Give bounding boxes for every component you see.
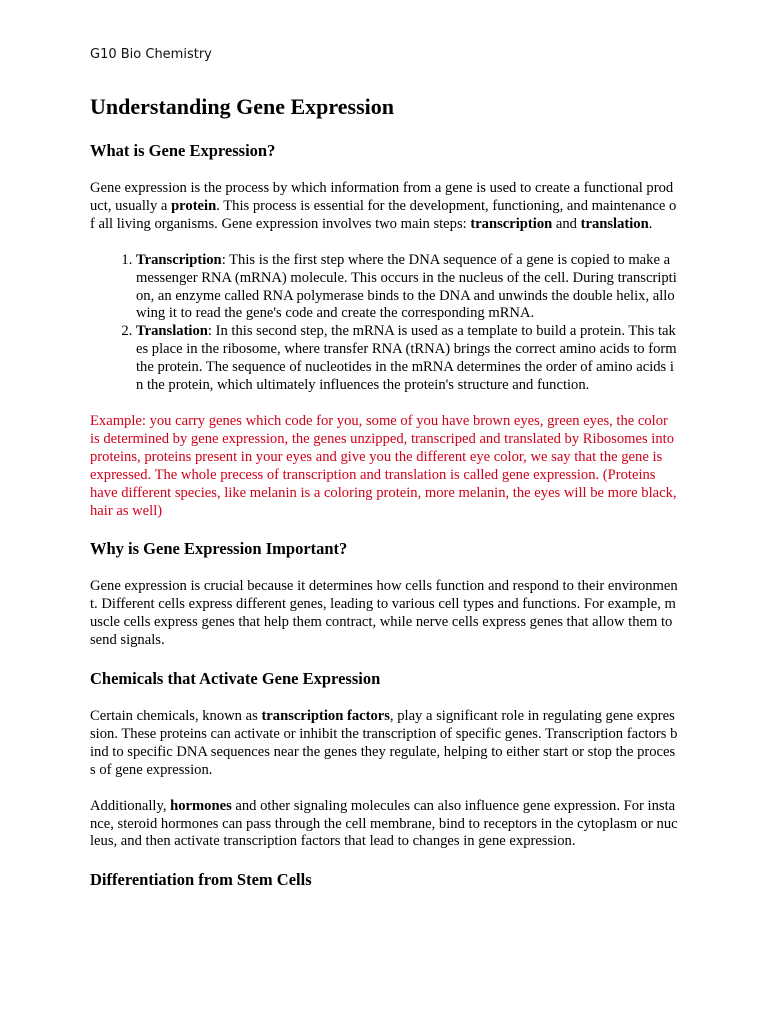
heading-chemicals: Chemicals that Activate Gene Expression (90, 669, 381, 689)
text-run: Additionally, (90, 797, 171, 814)
example-note: Example: you carry genes which code for you, some of you have brown eyes, green eyes, the color is determined by gene expression, the genes unzipped, transcriped and translated by Ribosomes into proteins, proteins present in your eyes and give you the different eye color, we say that the gene is expressed. The whole precess of transcription and translation is called gene expression. (Proteins have different species, like melanin is a coloring protein, more melanin, the eyes will be more black, hair as well) (90, 412, 677, 519)
steps-list (90, 252, 678, 395)
list-item (136, 323, 678, 395)
text-run: . (648, 215, 653, 232)
paragraph-definition (90, 180, 678, 234)
text-run: Certain chemicals, known as (90, 708, 262, 725)
text-run: Gene expression is the process by which information from a gene is used to create a functional product, usually a (90, 180, 674, 214)
paragraph-why: Gene expression is crucial because it determines how cells function and respond to their environment. Different cells express different genes, leading to various cell types and functions. For example, muscle cells express genes that help them contract, while nerve cells express genes that allow them to send signals. (90, 578, 678, 649)
bold-term-protein: protein (171, 197, 217, 214)
step-term: Translation (136, 323, 208, 340)
text-run: and (552, 215, 581, 232)
bold-term-translation: translation (580, 215, 649, 232)
text-run: , play a significant role in regulating gene expression. These proteins can activate or inhibit the transcription of specific genes. Transcription factors bind to specific DNA sequences near the genes they regulate, helping to either start or stop the process of gene expression. (90, 708, 678, 778)
document-title: Understanding Gene Expression (90, 94, 394, 119)
list-item (136, 252, 678, 324)
step-text: : In this second step, the mRNA is used as a template to build a protein. This takes place in the ribosome, where transfer RNA (tRNA) brings the correct amino acids to form the protein. The sequence of nucleotides in the mRNA determines the order of amino acids in the protein, which ultimately influences the protein's structure and function. (136, 323, 677, 394)
heading-what-is-gene-expression: What is Gene Expression? (90, 141, 276, 160)
step-text: : This is the first step where the DNA sequence of a gene is copied to make a messenger RNA (mRNA) molecule. This occurs in the nucleus of the cell. During transcription, an enzyme called RNA polymerase binds to the DNA and unwinds the double helix, allowing it to read the gene's code and create the corresponding mRNA. (136, 251, 677, 322)
paragraph-hormones (90, 798, 678, 852)
heading-differentiation: Differentiation from Stem Cells (90, 870, 312, 890)
text-run: and other signaling molecules can also influence gene expression. For instance, steroid hormones can pass through the cell membrane, bind to receptors in the cytoplasm or nucleus, and then activate transcription factors that lead to changes in gene expression. (90, 797, 678, 850)
bold-term-hormones: hormones (170, 797, 232, 814)
bold-term-transcription: transcription (470, 215, 553, 232)
heading-why-important: Why is Gene Expression Important? (90, 539, 348, 559)
document-body (90, 92, 678, 909)
step-term: Transcription (136, 251, 222, 268)
paragraph-transcription-factors (90, 708, 678, 780)
text-run: . This process is essential for the development, functioning, and maintenance of all living organisms. Gene expression involves two main steps: (90, 197, 677, 232)
bold-term-transcription-factors: transcription factors (261, 708, 390, 725)
page-header: G10 Bio Chemistry (90, 47, 212, 62)
